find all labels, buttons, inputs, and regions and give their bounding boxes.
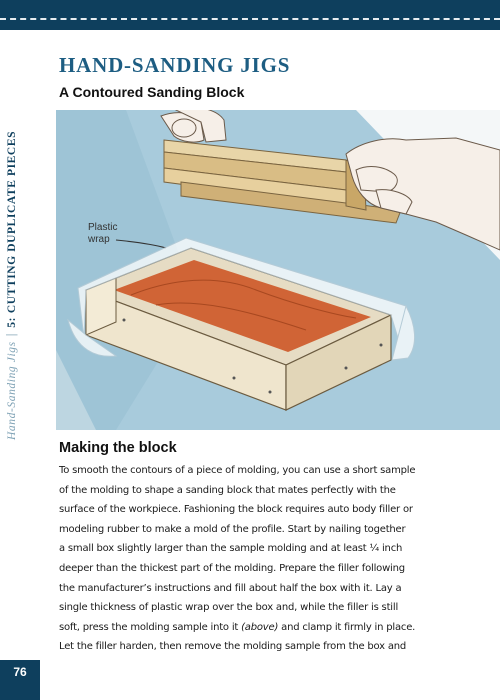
body-line: Let the filler harden, then remove the molding sample from the box and bbox=[59, 641, 407, 653]
body-line: To smooth the contours of a piece of molding, you can use a short sample bbox=[59, 465, 416, 476]
running-head bbox=[6, 131, 18, 440]
running-head-section: Hand-Sanding Jigs bbox=[6, 341, 18, 440]
body-line: the manufacturer’s instructions and fill about half the box with it. Lay a bbox=[59, 582, 402, 594]
body-line-part: and clamp it firmly in place. bbox=[278, 621, 416, 633]
page-subheading: A Contoured Sanding Block bbox=[59, 84, 245, 100]
page-number-box bbox=[0, 660, 40, 700]
callout-line-2: wrap bbox=[88, 234, 110, 245]
page-number: 76 bbox=[13, 665, 27, 679]
body-line: surface of the workpiece. Fashioning the block requires auto body filler or bbox=[59, 504, 413, 516]
body-line: deeper than the thickest part of the molding. Prepare the filler following bbox=[59, 562, 405, 574]
body-line bbox=[59, 618, 489, 638]
running-head-chapter-title: CUTTING DUPLICATE PIECES bbox=[6, 130, 18, 314]
callout-line-1: Plastic bbox=[88, 222, 118, 233]
body-line: a small box slightly larger than the sample molding and at least ¼ inch bbox=[59, 543, 403, 555]
body-line: single thickness of plastic wrap over the box and, while the filler is still bbox=[59, 602, 399, 614]
dashed-rule bbox=[0, 18, 500, 20]
body-line-part: soft, press the molding sample into it bbox=[59, 621, 242, 633]
body-line: of the molding to shape a sanding block that mates perfectly with the bbox=[59, 484, 396, 496]
body-line: modeling rubber to make a mold of the profile. Start by nailing together bbox=[59, 523, 406, 535]
sanding-block-illustration bbox=[56, 110, 500, 430]
body-text bbox=[59, 461, 489, 657]
page-heading: HAND-SANDING JIGS bbox=[59, 53, 291, 77]
figure-reference: (above) bbox=[241, 621, 279, 633]
top-band bbox=[0, 0, 500, 30]
section-title: Making the block bbox=[59, 440, 177, 456]
running-head-divider: | bbox=[6, 332, 18, 337]
running-head-chapter-number: 5: bbox=[6, 316, 18, 328]
